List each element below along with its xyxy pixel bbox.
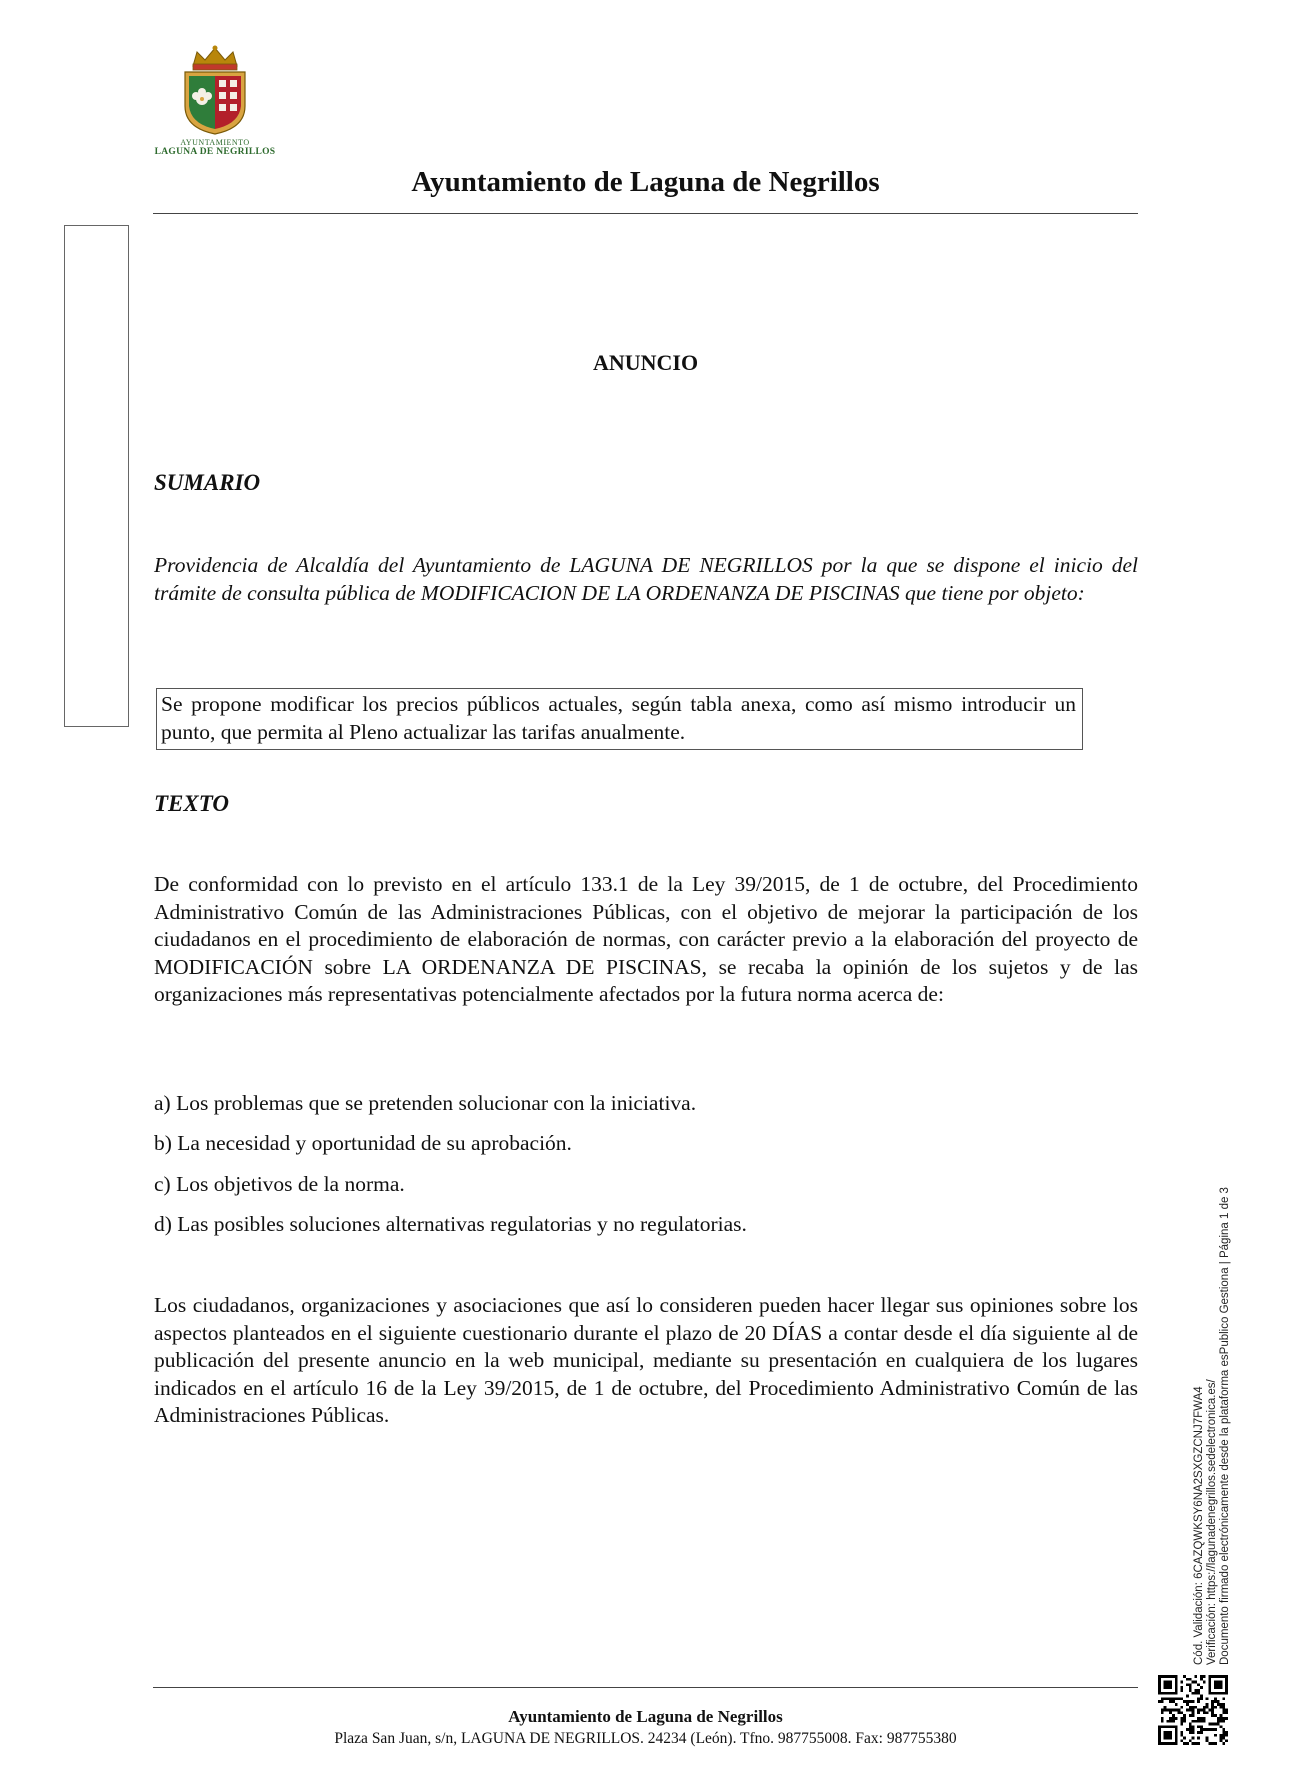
list-item: c) Los objetivos de la norma. [154,1172,405,1196]
validation-info [1193,1105,1232,1665]
object-summary-box: Se propone modificar los precios públicos actuales, según tabla anexa, como así mismo introducir un punto, que permita al Pleno actualizar las tarifas anualmente. [156,688,1083,750]
page-title: Ayuntamiento de Laguna de Negrillos [411,166,880,198]
list-item: b) La necesidad y oportunidad de su aprobación. [154,1131,572,1155]
list-item: d) Las posibles soluciones alternativas regulatorias y no regulatorias. [154,1212,747,1236]
body-paragraph-2: Los ciudadanos, organizaciones y asociaciones que así lo consideren pueden hacer llegar sus opiniones sobre los aspectos planteados en el siguiente cuestionario durante el plazo de 20 DÍAS a contar desde el día siguiente al de publicación del presente anuncio en la web municipal, mediante su presentación en cualquiera de los lugares indicados en el artículo 16 de la Ley 39/2015, de 1 de octubre, del Procedimiento Administrativo Común de las Administraciones Públicas. [154,1293,1138,1427]
signature-stamp-box [64,225,129,727]
municipal-logo [150,44,280,164]
verification-url: Verificación: https://lagunadenegrillos.sedelectronica.es/ [1206,1379,1218,1665]
footer-divider [153,1687,1138,1688]
footer-org-name: Ayuntamiento de Laguna de Negrillos [508,1707,783,1726]
qr-code-icon [1158,1675,1228,1745]
providencia-paragraph: Providencia de Alcaldía del Ayuntamiento de LAGUNA DE NEGRILLOS por la que se dispone el inicio del trámite de consulta pública de MODIFICACION DE LA ORDENANZA DE PISCINAS que tiene por objeto: [154,553,1138,605]
texto-label: TEXTO [154,791,229,816]
coat-of-arms-icon [175,44,255,136]
logo-caption-name: LAGUNA DE NEGRILLOS [154,147,276,157]
footer-address: Plaza San Juan, s/n, LAGUNA DE NEGRILLOS. 24234 (León). Tfno. 987755008. Fax: 987755380 [334,1730,957,1747]
validation-code: Cód. Validación: 6CAZQWKSY6NA2SXGZCNJ7FWA4 [1193,1386,1205,1665]
signed-platform-note: Documento firmado electrónicamente desde la plataforma esPublico Gestiona | Página 1 de 3 [1219,1187,1231,1665]
body-paragraph-1: De conformidad con lo previsto en el artículo 133.1 de la Ley 39/2015, de 1 de octubre, del Procedimiento Administrativo Común de las Administraciones Públicas, con el objetivo de mejorar la participación de los ciudadanos en el procedimiento de elaboración de normas, con carácter previo a la elaboración del proyecto de MODIFICACIÓN sobre LA ORDENANZA DE PISCINAS, se recaba la opinión de los sujetos y de las organizaciones más representativas potencialmente afectados por la futura norma acerca de: [154,872,1138,1006]
list-item: a) Los problemas que se pretenden solucionar con la iniciativa. [154,1091,697,1115]
sumario-label: SUMARIO [154,470,261,495]
logo-caption-top: AYUNTAMIENTO [180,138,250,147]
header-divider [153,213,1138,214]
document-heading: ANUNCIO [592,350,699,375]
